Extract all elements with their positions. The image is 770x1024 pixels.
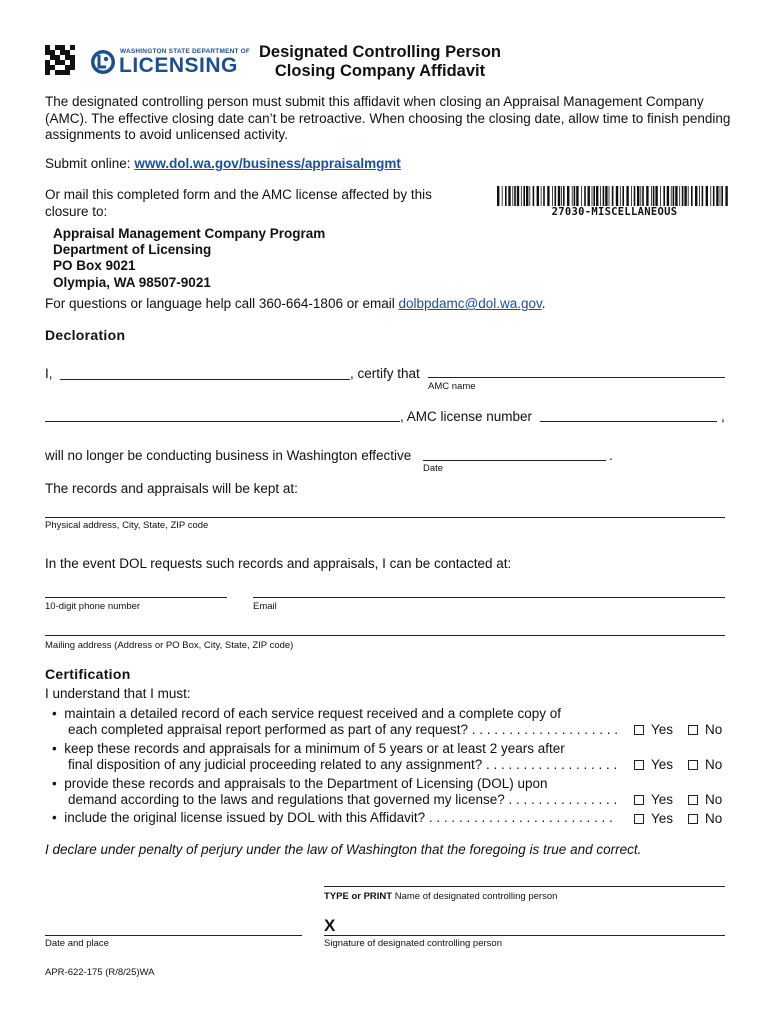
mail-text: Or mail this completed form and the AMC license affected by this closure to: — [45, 187, 432, 219]
certification-item-2: • keep these records and appraisals for a minimum of 5 years or at least 2 years after final disposition of any judicial proceeding related to any assignment? . . . . . . . . . . . . . . . . . . — [52, 741, 618, 772]
amc-license-number-field[interactable] — [540, 421, 717, 422]
amc-name-continued-field[interactable] — [45, 421, 400, 422]
amc-name-field[interactable] — [428, 377, 725, 378]
phone-label: 10-digit phone number — [45, 601, 141, 612]
qr-code — [45, 45, 75, 75]
item3-no-checkbox[interactable]: No — [688, 792, 722, 807]
item3-yes-checkbox[interactable]: Yes — [634, 792, 673, 807]
license-comma: , — [721, 409, 725, 424]
printed-name-label: TYPE or PRINT Name of designated controlling person — [324, 891, 558, 902]
item4-yes-checkbox[interactable]: Yes — [634, 811, 673, 826]
logo-main-text: LICENSING — [119, 54, 238, 77]
physical-address-label: Physical address, City, State, ZIP code — [45, 520, 209, 531]
form-title — [240, 43, 520, 81]
mailing-address — [53, 226, 325, 291]
records-text: The records and appraisals will be kept at: — [45, 481, 298, 496]
questions-email-link[interactable]: dolbpdamc@dol.wa.gov — [398, 296, 542, 311]
no-longer-text: will no longer be conducting business in Washington effective — [45, 448, 412, 463]
signature-label: Signature of designated controlling person — [324, 938, 502, 949]
questions-after: . — [541, 296, 546, 311]
date-place-field[interactable] — [45, 935, 302, 936]
submit-link[interactable]: www.dol.wa.gov/business/appraisalmgmt — [134, 156, 401, 171]
questions-before: For questions or language help call 360-664-1806 or email — [45, 296, 399, 311]
address-line3: PO Box 9021 — [53, 258, 136, 274]
item2-no-checkbox[interactable]: No — [688, 757, 722, 772]
barcode-text: 27030-MISCELLANEOUS — [551, 206, 678, 218]
form-number: APR-622-175 (R/8/25)WA — [45, 967, 155, 978]
mailing-address-field[interactable] — [45, 635, 725, 636]
certify-label: , certify that — [350, 366, 420, 381]
certification-intro: I understand that I must: — [45, 686, 191, 701]
certification-heading: Certification — [45, 666, 131, 682]
submit-online — [45, 156, 735, 173]
phone-field[interactable] — [45, 597, 227, 598]
date-place-label: Date and place — [45, 938, 109, 949]
intro-paragraph: The designated controlling person must submit this affidavit when closing an Appraisal Management Company (AMC). The effective closing date can’t be retroactive. When choosing the closing date, allow time to finish pending assignments to avoid unlicensed activity. — [45, 94, 731, 142]
title-line1: Designated Controlling Person — [258, 43, 502, 61]
certification-item-4: • include the original license issued by DOL with this Affidavit? . . . . . . . . . . . . . . . . . . . . . . . . . — [52, 810, 613, 825]
effective-date-field[interactable] — [423, 460, 606, 461]
date-period: . — [609, 448, 613, 463]
printed-name-field[interactable] — [324, 886, 725, 887]
dol-logo — [90, 46, 251, 78]
amc-name-label: AMC name — [428, 381, 476, 392]
certification-item-3: • provide these records and appraisals to the Department of Licensing (DOL) upon demand according to the laws and regulations that governed my license? . . . . . . . . . . . . . . . — [52, 776, 618, 807]
item1-no-checkbox[interactable]: No — [688, 722, 722, 737]
title-line2: Closing Company Affidavit — [274, 62, 486, 80]
perjury-statement: I declare under penalty of perjury under the law of Washington that the foregoing is true and correct. — [45, 842, 642, 857]
logo-top-text: WASHINGTON STATE DEPARTMENT OF — [120, 48, 251, 55]
submit-label: Submit online: — [45, 156, 135, 171]
address-line2: Department of Licensing — [53, 242, 212, 258]
contact-text: In the event DOL requests such records and appraisals, I can be contacted at: — [45, 556, 512, 571]
declaration-heading: Decloration — [45, 327, 126, 343]
physical-address-field[interactable] — [45, 517, 725, 518]
questions-text — [45, 296, 735, 313]
signature-x-mark: X — [324, 916, 336, 935]
declarant-name-field[interactable] — [60, 379, 350, 380]
email-field[interactable] — [253, 597, 725, 598]
email-label: Email — [253, 601, 277, 612]
certification-item-1: • maintain a detailed record of each service request received and a complete copy of each completed appraisal report performed as part of any request? . . . . . . . . . . . . . . . . . . . . — [52, 706, 619, 737]
i-label: I, — [45, 366, 53, 381]
item1-yes-checkbox[interactable]: Yes — [634, 722, 673, 737]
mailing-address-label: Mailing address (Address or PO Box, City, State, ZIP code) — [45, 640, 294, 651]
amc-license-label: , AMC license number — [400, 409, 533, 424]
address-line4: Olympia, WA 98507-9021 — [53, 274, 211, 290]
address-line1: Appraisal Management Company Program — [53, 226, 326, 241]
barcode-icon — [497, 186, 732, 206]
item4-no-checkbox[interactable]: No — [688, 811, 722, 826]
date-label: Date — [423, 463, 444, 474]
item2-yes-checkbox[interactable]: Yes — [634, 757, 673, 772]
signature-field[interactable] — [324, 935, 725, 936]
